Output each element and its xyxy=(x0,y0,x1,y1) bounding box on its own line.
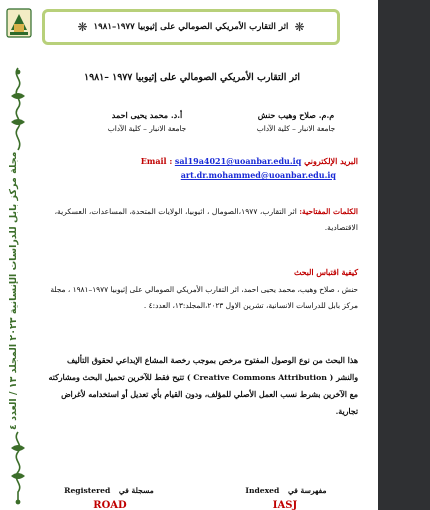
paper-title: اثر التقارب الأمريكي الصومالي على إثيوبيا ١٩٧٧ –١٩٨١ xyxy=(84,72,300,83)
email-link[interactable]: art.dr.mohammed@uoanbar.edu.iq xyxy=(180,170,336,180)
registered-en: Registered xyxy=(64,486,111,495)
registered-in-road: ROAD xyxy=(93,500,127,510)
indexed-in-iasj: IASJ xyxy=(272,500,298,510)
journal-vertical-label: مجلة مركز بابل للدراسات الإنسانية ٢٠٢٣ المجلد ١٣ / العدد ٤ xyxy=(8,151,19,430)
author-block xyxy=(236,110,356,133)
registered-label xyxy=(54,486,164,495)
email-section xyxy=(112,156,358,180)
indexed-en: Indexed xyxy=(245,486,280,495)
citation-heading: كيفية اقتباس البحث xyxy=(293,268,358,277)
running-header xyxy=(42,9,340,45)
university-logo-icon xyxy=(6,8,32,38)
ornament-icon: ❋ xyxy=(294,20,305,34)
indexed-label xyxy=(236,486,336,495)
floral-ornament-icon xyxy=(8,430,28,506)
keywords-text: اثر التقارب، ١٩٧٧،الصومال ، اثيوبيا، الولايات المتحدة، المساعدات، العسكرية، الاقتصادية. xyxy=(54,207,358,232)
author-name: م.م. صلاح وهيب حنش xyxy=(257,110,335,120)
license-statement: هذا البحث من نوع الوصول المفتوح مرخص بموجب رخصة المشاع الإبداعي لحقوق التأليف والنشر ( Creative Commons Attribution ) تتيح فقط للآخرين تحميل البحث ومشاركته مع الآخرين بشرط نسب العمل الأصلي للمؤلف، ودون القيام بأي تعديل أو استخدامه لأغراض تجارية. xyxy=(48,356,358,416)
author-block xyxy=(72,110,222,133)
author-affiliation: جامعة الانبار – كلية الآداب xyxy=(107,124,187,133)
author-name: أ.د. محمد يحيى احمد xyxy=(111,110,183,120)
floral-ornament-icon xyxy=(8,66,28,152)
indexed-ar: مفهرسة في xyxy=(287,486,327,495)
header-title: اثر التقارب الأمريكي الصومالي على إثيوبيا ١٩٧٧–١٩٨١ xyxy=(93,22,289,32)
email-link[interactable]: sal19a4021@uoanbar.edu.iq xyxy=(174,156,302,166)
decorative-margin xyxy=(0,0,36,510)
registered-ar: مسجلة في xyxy=(118,486,154,495)
email-label: البريد الإلكتروني Email : xyxy=(140,156,358,166)
keywords-section xyxy=(46,204,358,236)
ornament-icon: ❋ xyxy=(77,20,88,34)
keywords-label: الكلمات المفتاحية: xyxy=(299,207,358,216)
author-affiliation: جامعة الانبار – كلية الآداب xyxy=(256,124,336,133)
viewer-side-panel xyxy=(378,0,430,510)
citation-text: حنش ، صلاح وهيب، محمد يحيى احمد، اثر التقارب الأمريكي الصومالي على إثيوبيا ١٩٧٧–١٩٨١ ، مجلة مركز بابل للدراسات الانسانية، تشرين الاول ٢٠٢٣،المجلد:١٣، العدد:٤ . xyxy=(50,285,358,310)
